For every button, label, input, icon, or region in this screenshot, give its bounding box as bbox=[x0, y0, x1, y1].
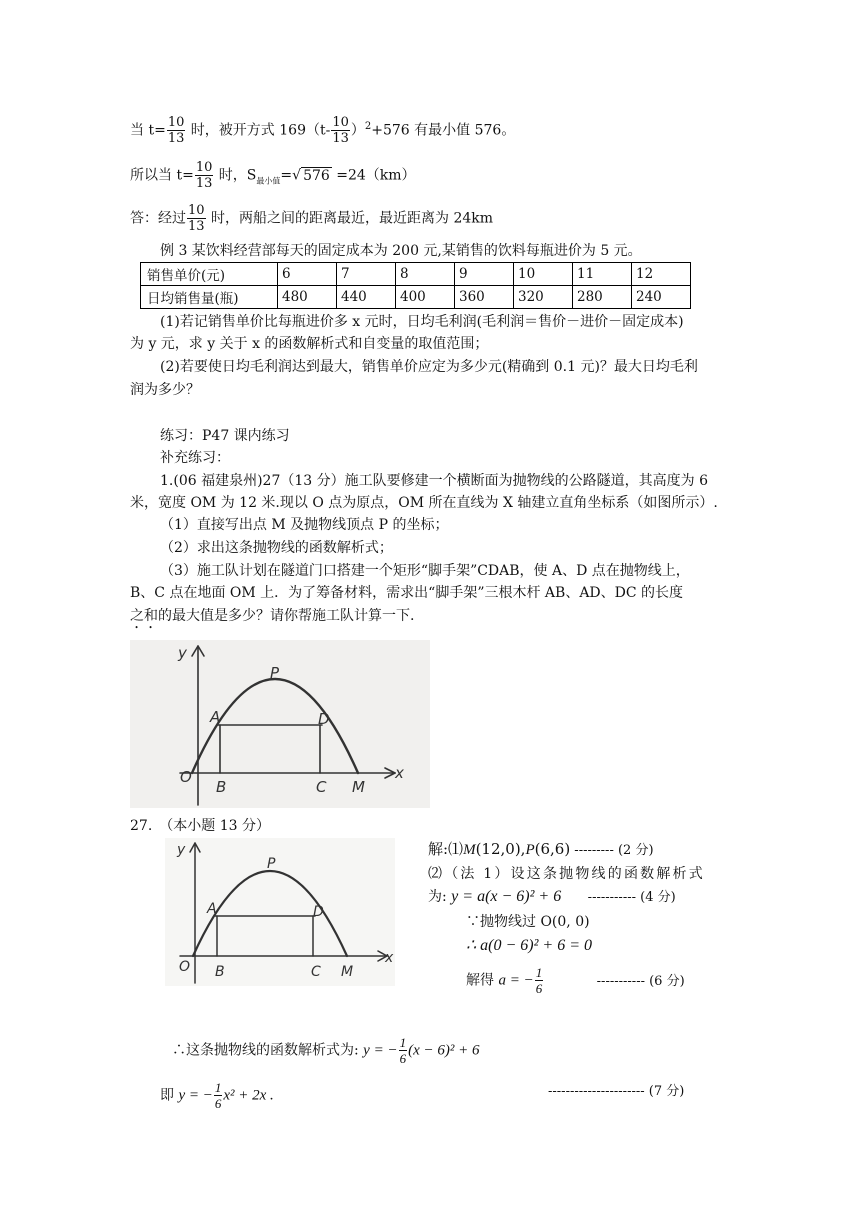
math-var: y = − bbox=[178, 1087, 213, 1104]
table-header-cell: 销售单价(元) bbox=[141, 263, 278, 286]
text: 答：经过 bbox=[130, 210, 186, 227]
label-o: O bbox=[180, 768, 192, 786]
sales-table bbox=[140, 262, 691, 309]
line-min-value bbox=[130, 115, 515, 146]
math-equation: y = a(x − 6)² + 6 bbox=[451, 888, 562, 905]
subquestion-2: （2）求出这条抛物线的函数解析式； bbox=[160, 540, 393, 556]
text: 的最大值是多少？请你帮施工队计算一下. bbox=[158, 608, 415, 624]
subquestion-3-line2: B、C 点在地面 OM 上．为了筹备材料，需求出“脚手架”三根木杆 AB、AD、DC 的长度 bbox=[130, 585, 684, 601]
table-cell: 12 bbox=[632, 263, 691, 286]
table-row bbox=[141, 263, 691, 286]
label-c: C bbox=[311, 964, 321, 980]
solution-step7-score: ---------------------- (7 分) bbox=[548, 1084, 685, 1099]
text: 解:⑴ bbox=[428, 840, 464, 858]
example3-intro: 例 3 某饮料经营部每天的固定成本为 200 元,某销售的饮料每瓶进价为 5 元。 bbox=[160, 243, 642, 259]
frac-num: 10 bbox=[167, 115, 185, 130]
table-cell: 9 bbox=[455, 263, 514, 286]
text: 当 t= bbox=[130, 122, 166, 139]
math-var: y = − bbox=[363, 1042, 398, 1059]
tunnel-figure-1 bbox=[130, 640, 430, 808]
fraction bbox=[399, 1035, 408, 1066]
frac-num: 10 bbox=[332, 115, 349, 130]
text: +576 有最小值 576。 bbox=[371, 122, 516, 139]
y-arrow bbox=[192, 646, 198, 656]
frac-den: 6 bbox=[399, 1051, 407, 1066]
fraction bbox=[167, 115, 186, 146]
frac-num: 1 bbox=[214, 1080, 222, 1095]
frac-num: 10 bbox=[195, 160, 213, 175]
label-o: O bbox=[179, 959, 191, 975]
frac-num: 1 bbox=[399, 1035, 407, 1050]
table-cell: 440 bbox=[337, 286, 396, 309]
table-row bbox=[141, 286, 691, 309]
math-equation: x² + 2x . bbox=[223, 1087, 274, 1104]
tunnel-figure-2 bbox=[165, 838, 395, 986]
table-cell: 8 bbox=[396, 263, 455, 286]
label-m: M bbox=[352, 778, 365, 796]
supplement-heading: 补充练习： bbox=[160, 450, 230, 466]
table-cell: 11 bbox=[573, 263, 632, 286]
label-x: x bbox=[395, 764, 404, 782]
table-header-cell: 日均销售量(瓶) bbox=[141, 286, 278, 309]
emphasized-char: 和 bbox=[144, 608, 158, 624]
fraction bbox=[214, 1080, 223, 1111]
text: 为: bbox=[428, 889, 447, 905]
label-y: y bbox=[178, 644, 187, 662]
label-p: P bbox=[270, 664, 280, 682]
label-p: P bbox=[267, 856, 276, 872]
text: 解得 bbox=[466, 972, 494, 989]
text: ） bbox=[350, 122, 365, 139]
label-y: y bbox=[177, 842, 186, 858]
label-x: x bbox=[385, 950, 394, 966]
radicand: 576 bbox=[303, 167, 330, 184]
solution-heading: 27. （本小题 13 分） bbox=[130, 818, 270, 834]
example3-q2-line2: 润为多少？ bbox=[130, 382, 200, 398]
emphasized-char: 之 bbox=[130, 608, 144, 624]
table-cell: 320 bbox=[514, 286, 573, 309]
solution-step3: ∵抛物线过 O(0, 0) bbox=[466, 914, 590, 930]
solution-step4: ∴ a(0 − 6)² + 6 = 0 bbox=[466, 937, 593, 954]
table-cell: 360 bbox=[455, 286, 514, 309]
label-b: B bbox=[216, 778, 227, 796]
subquestion-3-line3 bbox=[130, 607, 414, 632]
label-d: D bbox=[313, 904, 324, 920]
line-s-min: 所以当 t= $\frac{10}{13}$ 时，$S_{最小值}=√$ 576 =24（km） bbox=[130, 160, 416, 191]
solution-step6 bbox=[172, 1035, 479, 1066]
score: ----------- (4 分) bbox=[587, 890, 676, 905]
label-b: B bbox=[215, 964, 225, 980]
frac-num: 1 bbox=[535, 965, 543, 980]
frac-den: 13 bbox=[195, 176, 213, 191]
label-d: D bbox=[318, 710, 330, 728]
text: =24（km） bbox=[331, 167, 416, 184]
table-cell: 10 bbox=[514, 263, 573, 286]
example3-q2-line1: (2)若要使日均毛利润达到最大，销售单价应定为多少元(精确到 0.1 元)？最大日均毛利 bbox=[160, 359, 698, 375]
frac-den: 6 bbox=[214, 1096, 222, 1111]
solution-step5 bbox=[466, 965, 685, 996]
table-cell: 400 bbox=[396, 286, 455, 309]
table-cell: 6 bbox=[278, 263, 337, 286]
text: 时，S bbox=[214, 167, 257, 184]
table-cell: 280 bbox=[573, 286, 632, 309]
frac-den: 6 bbox=[535, 981, 543, 996]
fraction bbox=[195, 160, 214, 191]
problem-line2: 米，宽度 OM 为 12 米.现以 O 点为原点，OM 所在直线为 X 轴建立直角坐标系（如图所示）. bbox=[130, 495, 718, 511]
subquestion-3-line1: （3）施工队计划在隧道门口搭建一个矩形“脚手架”CDAB，使 A、D 点在抛物线上， bbox=[160, 563, 690, 579]
practice-heading: 练习：P47 课内练习 bbox=[160, 428, 290, 444]
example3-q1-line2: 为 y 元，求 y 关于 x 的函数解析式和自变量的取值范围； bbox=[130, 336, 489, 352]
y-arrow bbox=[198, 646, 204, 656]
table-cell: 240 bbox=[632, 286, 691, 309]
subscript: 最小值 bbox=[256, 176, 281, 186]
text: = bbox=[280, 167, 293, 184]
math-var: P bbox=[525, 842, 535, 858]
problem-line1: 1.(06 福建泉州)27（13 分）施工队要修建一个横断面为抛物线的公路隧道，其高度为 6 bbox=[160, 473, 708, 489]
fraction bbox=[535, 965, 544, 996]
math-equation: (x − 6)² + 6 bbox=[408, 1042, 480, 1059]
text: 即 bbox=[160, 1087, 174, 1104]
solution-step2-line1: ⑵（法 1）设这条抛物线的函数解析式 bbox=[428, 866, 705, 882]
text: (12,0), bbox=[475, 840, 526, 858]
solution-step7 bbox=[160, 1080, 274, 1111]
text: 时，被开方式 169（t- bbox=[186, 122, 331, 139]
exponent: 2 bbox=[364, 120, 372, 132]
fraction bbox=[331, 115, 350, 146]
frac-den: 13 bbox=[332, 131, 349, 146]
label-m: M bbox=[341, 964, 354, 980]
label-a: A bbox=[210, 708, 221, 726]
text: 所以当 t= bbox=[130, 167, 194, 184]
text: ∴这条抛物线的函数解析式为: bbox=[172, 1042, 359, 1059]
table-cell: 7 bbox=[337, 263, 396, 286]
math-var: M bbox=[463, 842, 476, 858]
line-answer bbox=[130, 203, 493, 234]
fraction bbox=[187, 203, 206, 234]
text: (6,6) bbox=[534, 840, 571, 858]
example3-q1-line1: (1)若记销售单价比每瓶进价多 x 元时，日均毛利润(毛利润＝售价－进价－固定成本) bbox=[160, 314, 684, 330]
math-var: a = − bbox=[498, 972, 534, 989]
solution-step2-line2 bbox=[428, 888, 676, 907]
table-cell: 480 bbox=[278, 286, 337, 309]
frac-den: 13 bbox=[167, 131, 185, 146]
score: --------- (2 分) bbox=[570, 843, 654, 858]
parabola bbox=[192, 679, 358, 773]
text: 时，两船之间的距离最近，最近距离为 24km bbox=[206, 210, 494, 227]
score: ----------- (6 分) bbox=[596, 973, 685, 989]
frac-num: 10 bbox=[188, 203, 205, 218]
label-c: C bbox=[316, 778, 327, 796]
solution-step1 bbox=[428, 840, 654, 860]
label-a: A bbox=[207, 901, 217, 917]
frac-den: 13 bbox=[188, 219, 205, 234]
subquestion-1: （1）直接写出点 M 及抛物线顶点 P 的坐标； bbox=[160, 517, 449, 533]
